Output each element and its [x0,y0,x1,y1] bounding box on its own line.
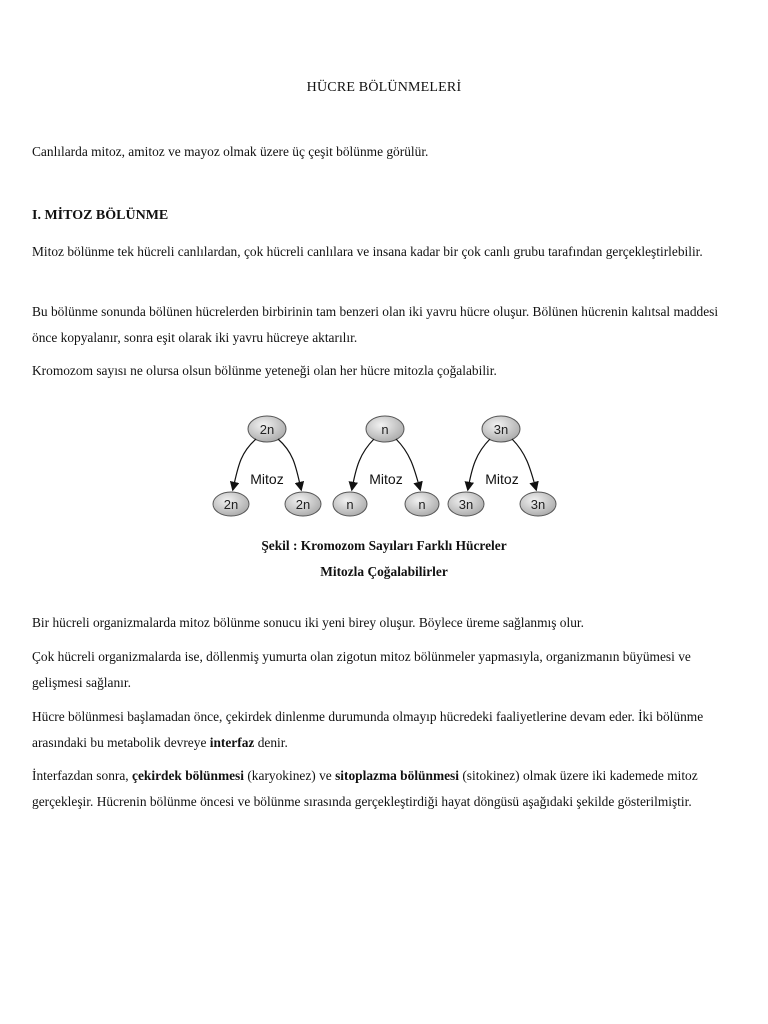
child-cell-3a-label: 3n [458,497,474,512]
figure-group-3 [448,416,556,516]
child-cell-3b-label: 3n [530,497,546,512]
term-interfaz: interfaz [209,735,255,750]
figure-group-1 [213,416,321,516]
paragraph-7-text-b: (karyokinez) ve [244,768,336,783]
mitoz-label-3: Mitoz [485,471,519,487]
child-cell-1b-label: 2n [295,497,311,512]
figure-group-2 [333,416,439,516]
child-cell-2a-label: n [346,497,354,512]
mitoz-label-2: Mitoz [369,471,403,487]
mitoz-label-1: Mitoz [250,471,284,487]
child-cell-2b-label: n [418,497,426,512]
mitosis-figure [200,405,570,525]
paragraph-2: Bu bölünme sonunda bölünen hücrelerden birbirinin tam benzeri olan iki yavru hücre oluşur. Bölünen hücrenin kalıtsal maddesi önce kopyalanır, sonra eşit olarak iki yavru hücreye aktarılır. [32,304,719,345]
figure-caption-line-1: Şekil : Kromozom Sayıları Farklı Hücreler [261,538,507,553]
paragraph-4: Bir hücreli organizmalarda mitoz bölünme sonucu iki yeni birey oluşur. Böylece üreme sağlanmış olur. [32,615,584,630]
parent-cell-1-label: 2n [259,422,275,437]
parent-cell-3-label: 3n [493,422,509,437]
paragraph-1: Mitoz bölünme tek hücreli canlılardan, çok hücreli canlılara ve insana kadar bir çok canlı grubu tarafından gerçekleştirlebilir. [32,244,703,259]
term-cekirdek-bolunmesi: çekirdek bölünmesi [132,768,244,783]
paragraph-7-text-a: İnterfazdan sonra, [32,768,133,783]
figure-caption-line-2: Mitozla Çoğalabilirler [320,564,448,579]
section-heading: I. MİTOZ BÖLÜNME [32,208,169,223]
paragraph-6 [32,704,737,756]
page-title: HÜCRE BÖLÜNMELERİ [306,80,462,95]
paragraph-6-text-a: Hücre bölünmesi başlamadan önce, çekirdek dinlenme durumunda olmayıp hücredeki faaliyetlerine devam eder. İki bölünme arasındaki bu metabolik devreye [32,709,704,750]
paragraph-7 [32,763,737,815]
child-cell-1a-label: 2n [223,497,239,512]
paragraph-5: Çok hücreli organizmalarda ise, döllenmiş yumurta olan zigotun mitoz bölünmeler yapmasıyla, organizmanın büyümesi ve gelişmesi sağlanır. [32,649,691,690]
paragraph-3: Kromozom sayısı ne olursa olsun bölünme yeteneği olan her hücre mitozla çoğalabilir. [32,363,497,378]
paragraph-7-text-c: (sitokinez) olmak üzere iki kademede mitoz gerçekleşir. Hücrenin bölünme öncesi ve bölünme sırasında gerçekleştirdiği hayat döngüsü aşağıdaki şekilde gösterilmiştir. [32,768,698,809]
paragraph-6-text-b: denir. [254,735,288,750]
term-sitoplazma-bolunmesi: sitoplazma bölünmesi [335,768,459,783]
parent-cell-2-label: n [381,422,389,437]
intro-paragraph: Canlılarda mitoz, amitoz ve mayoz olmak üzere üç çeşit bölünme görülür. [32,144,429,159]
